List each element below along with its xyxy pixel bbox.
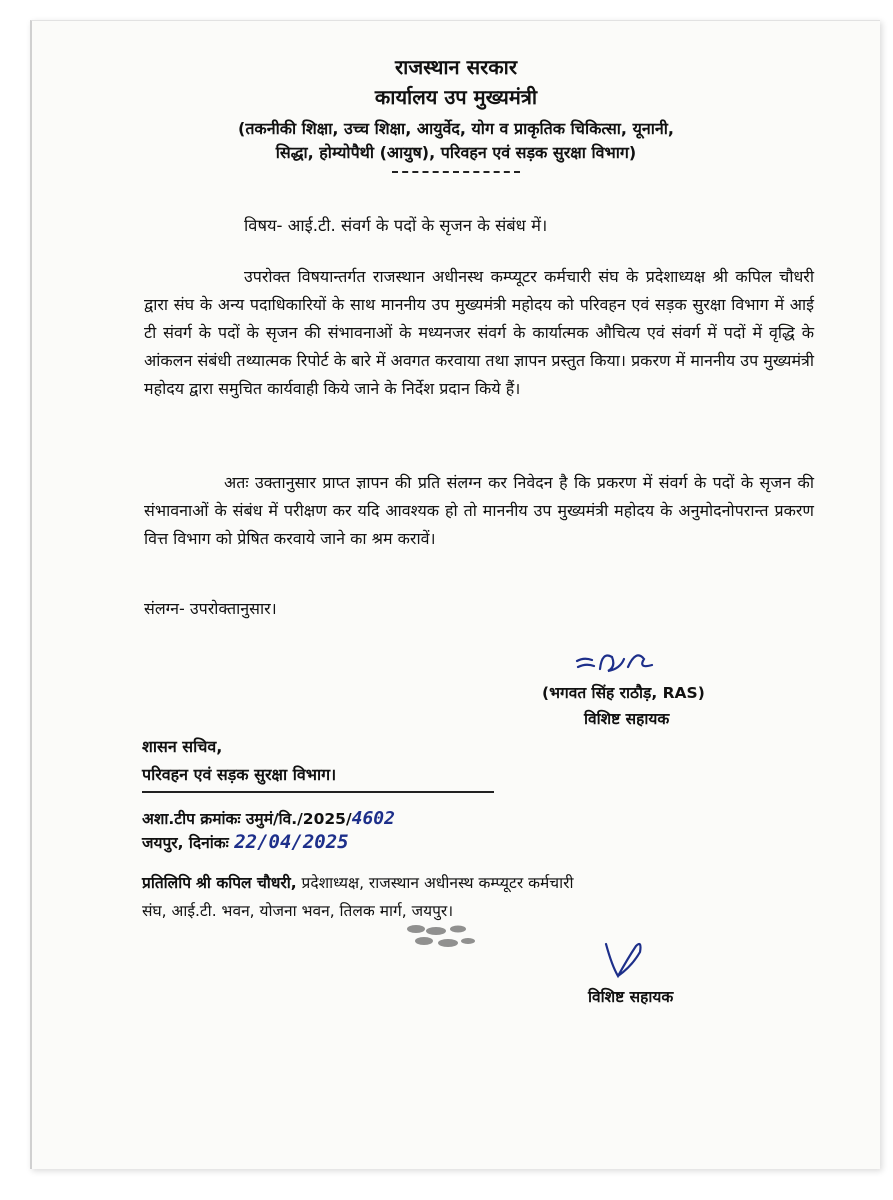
date-label: जयपुर, दिनांकः xyxy=(142,834,229,852)
body-paragraph-1: उपरोक्त विषयान्तर्गत राजस्थान अधीनस्थ कम्प्यूटर कर्मचारी संघ के प्रदेशाध्यक्ष श्री कपिल चौधरी द्वारा संघ के अन्य पदाधिकारियों के साथ माननीय उप मुख्यमंत्री महोदय को परिवहन एवं सड़क सुरक्षा विभाग में आई टी संवर्ग के पदों के सृजन की संभावनाओं के मध्यनजर संवर्ग के कार्यात्मक औचित्य एवं संवर्ग में पदों में वृद्धि के आंकलन संबंधी तथ्यात्मक रिपोर्ट के बारे में अवगत करवाया तथा ज्ञापन प्रस्तुत किया। प्रकरण में माननीय उप मुख्यमंत्री महोदय द्वारा समुचित कार्यवाही किये जाने के निर्देश प्रदान किये हैं। xyxy=(144,267,814,398)
addressee-title: शासन सचिव, xyxy=(142,737,223,756)
date-handwritten: 22/04/2025 xyxy=(234,831,349,853)
addressee-divider xyxy=(142,791,494,793)
reference-number-row xyxy=(142,807,395,829)
header-departments-line1: (तकनीकी शिक्षा, उच्च शिक्षा, आयुर्वेद, योग व प्राकृतिक चिकित्सा, यूनानी, xyxy=(238,119,674,138)
copy-to-line-2: संघ, आई.टी. भवन, योजना भवन, तिलक मार्ग, जयपुर। xyxy=(142,902,454,920)
ink-smudge xyxy=(402,919,482,953)
header-departments-line2: सिद्धा, होम्योपैथी (आयुष), परिवहन एवं सड़क सुरक्षा विभाग) xyxy=(275,143,637,162)
letter-sheet xyxy=(30,20,880,1169)
copy-recipient-role: प्रदेशाध्यक्ष, राजस्थान अधीनस्थ कम्प्यूटर कर्मचारी xyxy=(301,874,574,892)
reference-label: अशा.टीप क्रमांकः उमुमं/वि./2025/ xyxy=(142,810,352,828)
footer-designation: विशिष्ट सहायक xyxy=(588,988,674,1006)
initials-tick xyxy=(602,936,662,986)
copy-to-line-1 xyxy=(142,871,573,893)
addressee-department: परिवहन एवं सड़क सुरक्षा विभाग। xyxy=(142,765,337,784)
copy-label: प्रतिलिपि xyxy=(142,874,192,892)
header-divider xyxy=(392,171,520,173)
reference-number-handwritten: 4602 xyxy=(351,808,395,829)
enclosure-note: संलग्न- उपरोक्तानुसार। xyxy=(144,599,277,618)
date-row xyxy=(142,831,349,853)
body-paragraph-2: अतः उक्तानुसार प्राप्त ज्ञापन की प्रति संलग्न कर निवेदन है कि प्रकरण में संवर्ग के पदों के सृजन की संभावनाओं के संबंध में परीक्षण कर यदि आवश्यक हो तो माननीय उप मुख्यमंत्री महोदय के अनुमोदनोपरान्त प्रकरण वित्त विभाग को प्रेषित करवाये जाने का श्रम करावें। xyxy=(144,473,814,548)
header-government: राजस्थान सरकार xyxy=(394,55,518,79)
header-office: कार्यालय उप मुख्यमंत्री xyxy=(374,85,538,109)
copy-recipient: श्री कपिल चौधरी, xyxy=(195,874,297,892)
signatory-name: (भगवत सिंह राठौड़, RAS) xyxy=(542,684,705,702)
signatory-designation: विशिष्ट सहायक xyxy=(584,710,670,728)
subject-line: विषय- आई.टी. संवर्ग के पदों के सृजन के संबंध में। xyxy=(244,216,548,235)
